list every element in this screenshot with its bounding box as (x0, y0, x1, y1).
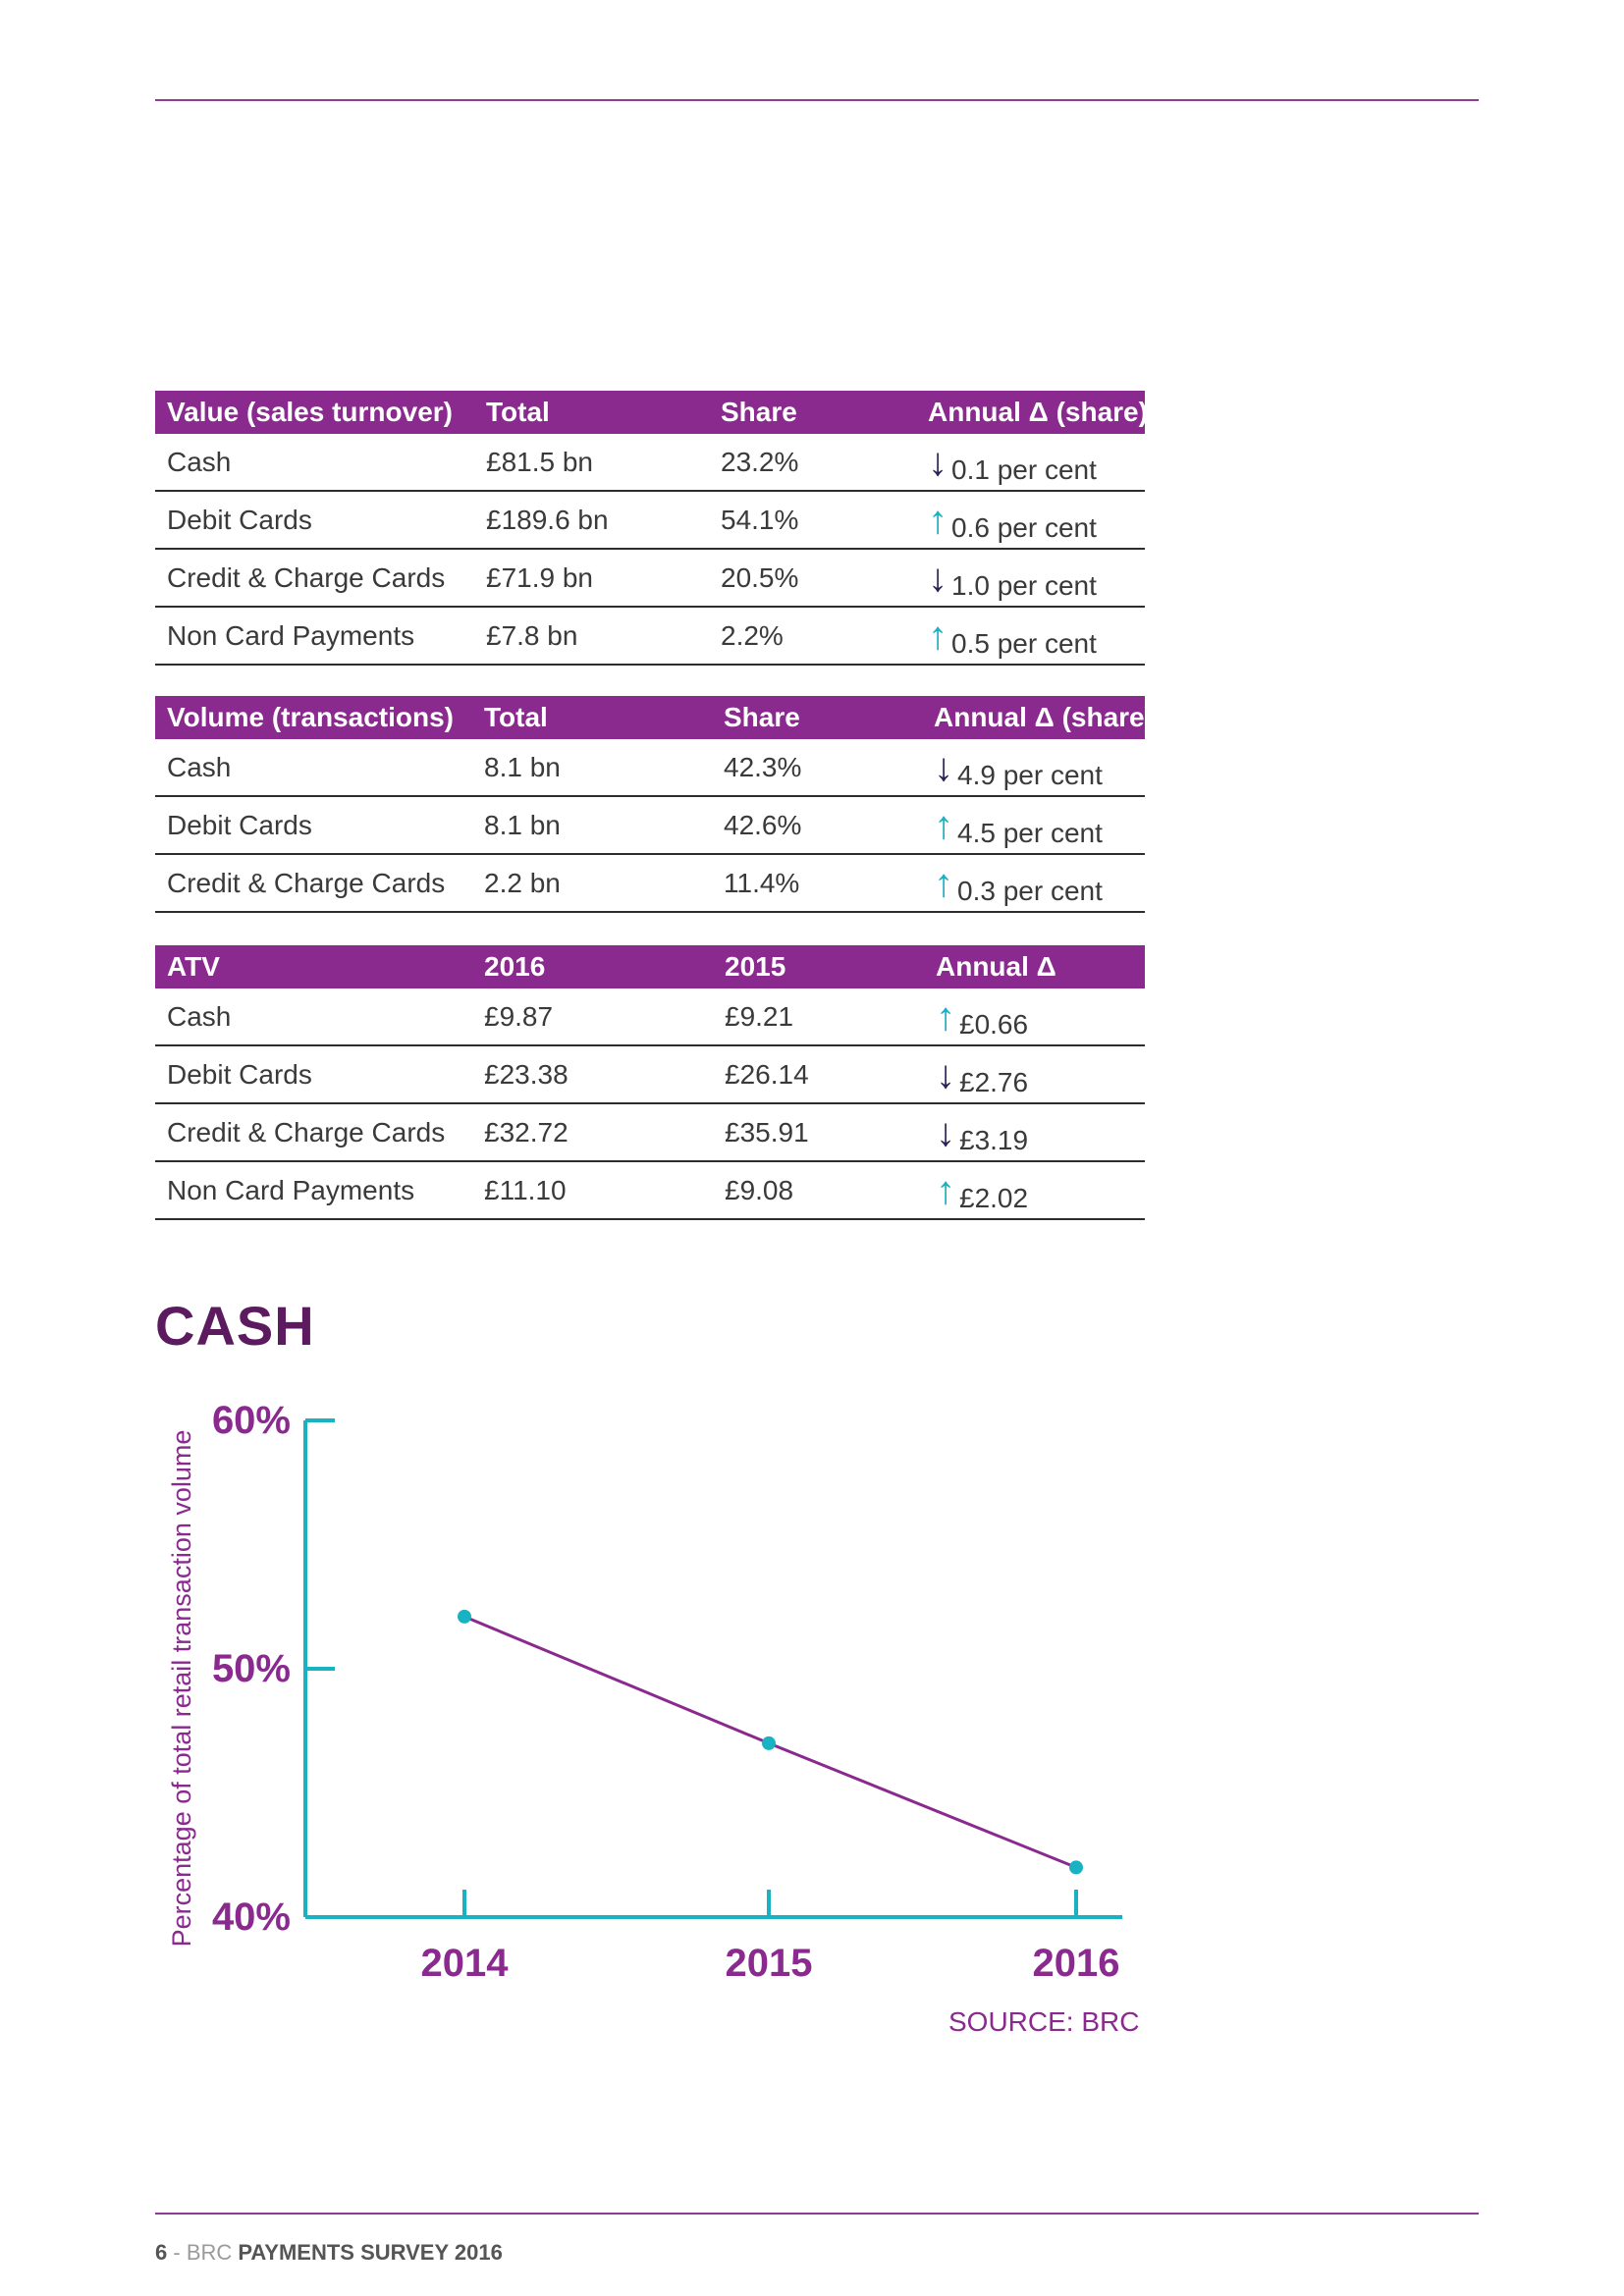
row-total: £189.6 bn (474, 491, 709, 549)
change-value: £0.66 (959, 1008, 1029, 1040)
table-header-row (155, 696, 1145, 739)
y-tick-label: 60% (211, 1399, 291, 1442)
cash-line-chart (155, 1364, 1137, 1993)
arrow-down-icon: ↓ (934, 745, 953, 789)
row-share: £9.08 (713, 1161, 924, 1219)
arrow-up-icon: ↑ (936, 1168, 955, 1212)
table-row (155, 739, 1145, 796)
y-tick-label: 40% (211, 1896, 291, 1939)
row-label: Non Card Payments (155, 607, 474, 665)
row-label: Debit Cards (155, 796, 472, 854)
data-point (458, 1610, 471, 1624)
header-change: Annual Δ (share) (922, 696, 1145, 739)
y-axis-title: Percentage of total retail transaction volume (167, 1429, 196, 1948)
header-label: Value (sales turnover) (155, 391, 474, 434)
row-total: £71.9 bn (474, 549, 709, 607)
change-value: £2.02 (959, 1182, 1029, 1213)
arrow-down-icon: ↓ (928, 440, 947, 484)
row-share: 11.4% (712, 854, 922, 912)
footer-separator: - (167, 2240, 187, 2265)
change-value: £2.76 (959, 1066, 1029, 1097)
table-row (155, 434, 1145, 491)
row-change (922, 796, 1145, 854)
header-label: ATV (155, 945, 472, 988)
header-total: Total (472, 696, 712, 739)
chart-source: SOURCE: BRC (948, 2006, 1140, 2037)
row-change (924, 1103, 1145, 1161)
table-row (155, 1161, 1145, 1219)
row-label: Credit & Charge Cards (155, 854, 472, 912)
row-label: Credit & Charge Cards (155, 1103, 472, 1161)
table-row (155, 549, 1145, 607)
change-value: 0.3 per cent (957, 875, 1103, 906)
row-change (924, 988, 1145, 1045)
table-row (155, 1045, 1145, 1103)
header-share: Share (709, 391, 916, 434)
table-row (155, 1103, 1145, 1161)
row-total: 8.1 bn (472, 796, 712, 854)
row-total: £7.8 bn (474, 607, 709, 665)
row-label: Cash (155, 434, 474, 491)
change-value: 0.1 per cent (951, 454, 1097, 485)
value-table (155, 391, 1148, 666)
row-label: Cash (155, 739, 472, 796)
header-change: Annual Δ (924, 945, 1145, 988)
footer-brand: BRC (186, 2240, 233, 2265)
table-header-row (155, 391, 1145, 434)
y-tick-label: 50% (211, 1647, 291, 1690)
change-value: 1.0 per cent (951, 569, 1097, 601)
x-tick-label: 2014 (420, 1942, 509, 1985)
atv-table (155, 945, 1145, 1220)
arrow-up-icon: ↑ (928, 614, 947, 658)
row-total: £11.10 (472, 1161, 713, 1219)
bottom-rule (155, 2213, 1479, 2215)
change-value: 4.5 per cent (957, 817, 1103, 848)
footer-title: PAYMENTS SURVEY 2016 (238, 2240, 503, 2265)
row-total: 2.2 bn (472, 854, 712, 912)
row-total: £23.38 (472, 1045, 713, 1103)
row-change (924, 1161, 1145, 1219)
row-total: £9.87 (472, 988, 713, 1045)
change-value: 0.6 per cent (951, 511, 1097, 543)
header-change: Annual Δ (share) (916, 391, 1145, 434)
data-point (762, 1736, 776, 1750)
table-header-row (155, 945, 1145, 988)
row-change (916, 549, 1145, 607)
row-total: £81.5 bn (474, 434, 709, 491)
row-change (916, 607, 1145, 665)
row-change (922, 854, 1145, 912)
row-change (916, 434, 1145, 491)
table-row (155, 988, 1145, 1045)
row-share: 42.3% (712, 739, 922, 796)
row-label: Credit & Charge Cards (155, 549, 474, 607)
arrow-up-icon: ↑ (934, 803, 953, 847)
row-share: 2.2% (709, 607, 916, 665)
arrow-down-icon: ↓ (928, 556, 947, 600)
header-share: Share (712, 696, 922, 739)
table-row (155, 607, 1145, 665)
change-value: 4.9 per cent (957, 759, 1103, 790)
row-share: 42.6% (712, 796, 922, 854)
page-number: 6 (155, 2240, 168, 2265)
table-row (155, 491, 1145, 549)
x-tick-label: 2015 (725, 1942, 813, 1985)
change-value: 0.5 per cent (951, 627, 1097, 659)
arrow-down-icon: ↓ (936, 1110, 955, 1154)
x-tick-label: 2016 (1032, 1942, 1120, 1985)
arrow-down-icon: ↓ (936, 1052, 955, 1096)
row-total: 8.1 bn (472, 739, 712, 796)
row-share: 20.5% (709, 549, 916, 607)
top-rule (155, 99, 1479, 101)
arrow-up-icon: ↑ (928, 498, 947, 542)
arrow-up-icon: ↑ (934, 861, 953, 905)
row-label: Cash (155, 988, 472, 1045)
table-row (155, 854, 1145, 912)
table-row (155, 796, 1145, 854)
header-2015: 2015 (713, 945, 924, 988)
row-change (922, 739, 1145, 796)
change-value: £3.19 (959, 1124, 1029, 1155)
row-change (924, 1045, 1145, 1103)
row-label: Non Card Payments (155, 1161, 472, 1219)
header-label: Volume (transactions) (155, 696, 472, 739)
data-point (1069, 1860, 1083, 1874)
page-footer (155, 2240, 503, 2266)
row-change (916, 491, 1145, 549)
chart-title: CASH (155, 1295, 315, 1357)
header-2016: 2016 (472, 945, 713, 988)
row-share: 23.2% (709, 434, 916, 491)
row-share: £9.21 (713, 988, 924, 1045)
row-label: Debit Cards (155, 491, 474, 549)
arrow-up-icon: ↑ (936, 994, 955, 1039)
row-total: £32.72 (472, 1103, 713, 1161)
row-label: Debit Cards (155, 1045, 472, 1103)
row-share: £26.14 (713, 1045, 924, 1103)
row-share: £35.91 (713, 1103, 924, 1161)
volume-table (155, 696, 1154, 913)
header-total: Total (474, 391, 709, 434)
row-share: 54.1% (709, 491, 916, 549)
